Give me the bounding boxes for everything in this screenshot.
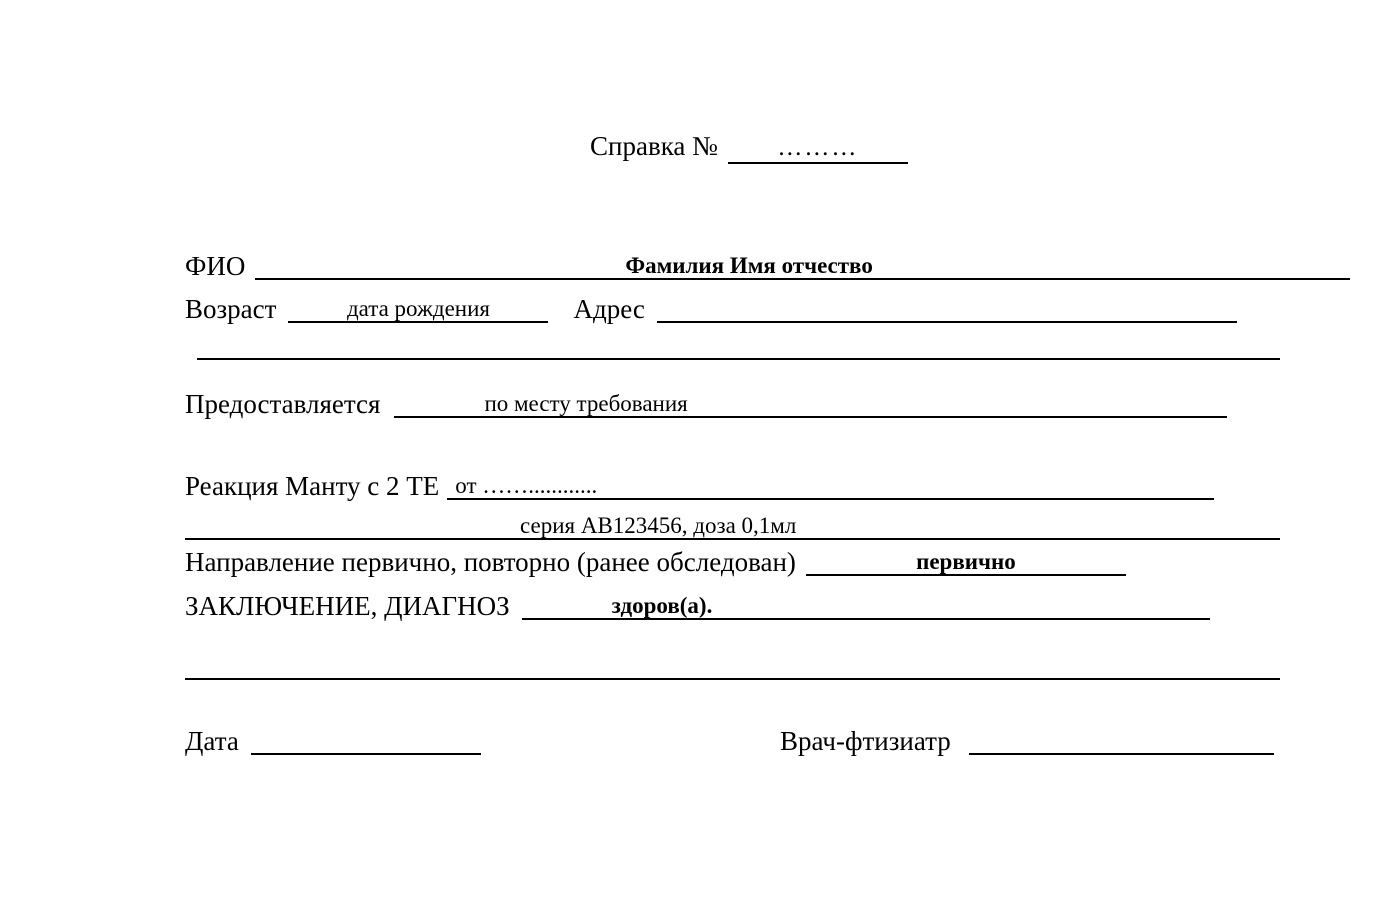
mantoux-field[interactable]	[447, 470, 1214, 500]
address-continuation-row	[197, 330, 1280, 360]
age-address-row	[185, 293, 1237, 323]
document-title	[590, 131, 908, 164]
referral-label: Направление первично, повторно (ранее обследован)	[185, 546, 796, 577]
certificate-number-field[interactable]: ………	[728, 135, 908, 164]
age-field[interactable]	[288, 293, 548, 323]
conclusion-field[interactable]	[522, 590, 1210, 620]
age-label: Возраст	[185, 293, 277, 324]
date-row	[185, 725, 481, 755]
mantoux-label: Реакция Манту с 2 ТЕ	[185, 470, 440, 501]
mantoux-row	[185, 470, 1214, 500]
provided-label: Предоставляется	[185, 388, 381, 419]
referral-row	[185, 546, 1126, 576]
provided-value: по месту требования	[484, 391, 688, 416]
fio-value: Фамилия Имя отчество	[625, 253, 873, 278]
title-label: Справка №	[590, 131, 718, 161]
conclusion-label: ЗАКЛЮЧЕНИЕ, ДИАГНОЗ	[185, 590, 510, 621]
conclusion-row	[185, 590, 1210, 620]
series-value: серия АВ123456, доза 0,1мл	[520, 513, 797, 538]
doctor-signature-field[interactable]	[969, 725, 1274, 755]
series-row	[185, 510, 1280, 540]
date-field[interactable]	[251, 725, 481, 755]
age-value: дата рождения	[346, 296, 490, 321]
referral-field[interactable]	[806, 546, 1126, 576]
address-label: Адрес	[573, 293, 645, 324]
mantoux-value: от ……............	[455, 473, 598, 498]
fio-field[interactable]	[255, 250, 1350, 280]
address-field[interactable]	[657, 293, 1237, 323]
provided-row	[185, 388, 1227, 418]
fio-row	[185, 250, 1350, 280]
date-label: Дата	[185, 725, 239, 756]
fio-label: ФИО	[185, 250, 246, 281]
conclusion-continuation-field[interactable]	[185, 650, 1280, 680]
address-continuation-field[interactable]	[197, 330, 1280, 360]
doctor-row	[780, 725, 1274, 755]
referral-value: первично	[916, 549, 1016, 574]
provided-field[interactable]	[394, 388, 1227, 418]
conclusion-continuation-row	[185, 650, 1280, 680]
doctor-label: Врач-фтизиатр	[780, 725, 951, 756]
series-field[interactable]	[185, 510, 1280, 540]
conclusion-value: здоров(а).	[611, 593, 713, 618]
